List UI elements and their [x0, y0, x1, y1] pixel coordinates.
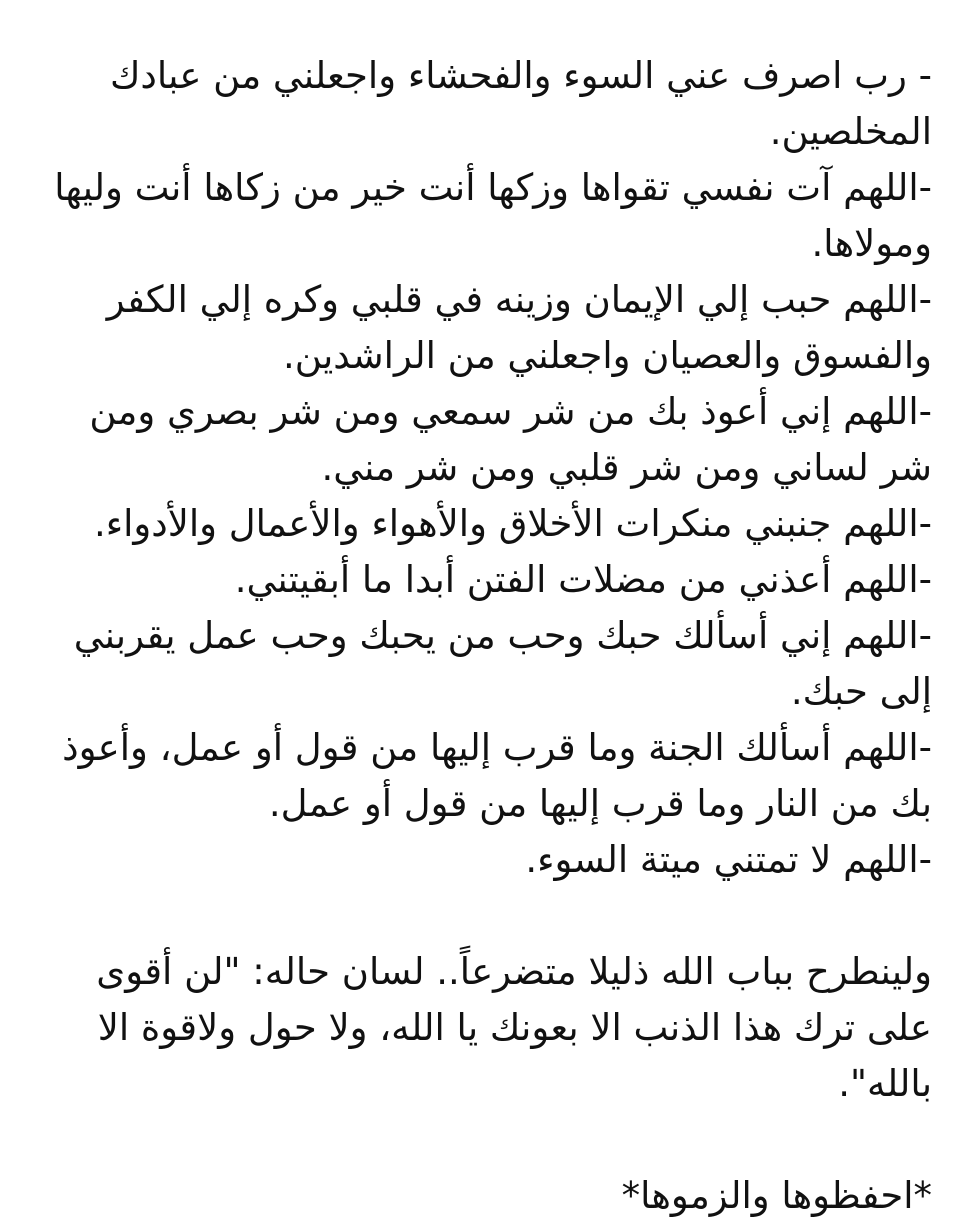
- dua-list: [36, 48, 932, 888]
- dua-item-9: -اللهم لا تمتني ميتة السوء.: [525, 838, 932, 881]
- closing-paragraph: ولينطرح بباب الله ذليلا متضرعاً.. لسان حاله: "لن أقوى على ترك هذا الذنب الا بعونك يا الله، ولا حول ولاقوة الا بالله".: [96, 950, 932, 1105]
- dua-item-6: -اللهم أعذني من مضلات الفتن أبدا ما أبقيتني.: [234, 558, 932, 601]
- dua-item-7: -اللهم إني أسألك حبك وحب من يحبك وحب عمل يقربني إلى حبك.: [73, 614, 932, 713]
- dua-item-1: - رب اصرف عني السوء والفحشاء واجعلني من عبادك المخلصين.: [109, 54, 932, 153]
- dua-item-2: -اللهم آت نفسي تقواها وزكها أنت خير من زكاها أنت وليها ومولاها.: [54, 166, 932, 265]
- dua-item-4: -اللهم إني أعوذ بك من شر سمعي ومن شر بصري ومن شر لساني ومن شر قلبي ومن شر مني.: [89, 390, 932, 489]
- footer-note: *احفظوها والزموها*: [621, 1174, 932, 1217]
- dua-item-5: -اللهم جنبني منكرات الأخلاق والأهواء والأعمال والأدواء.: [93, 502, 932, 545]
- dua-item-8: -اللهم أسألك الجنة وما قرب إليها من قول أو عمل، وأعوذ بك من النار وما قرب إليها من قول أو عمل.: [62, 726, 932, 825]
- dua-item-3: -اللهم حبب إلي الإيمان وزينه في قلبي وكره إلي الكفر والفسوق والعصيان واجعلني من الراشدين.: [106, 278, 932, 377]
